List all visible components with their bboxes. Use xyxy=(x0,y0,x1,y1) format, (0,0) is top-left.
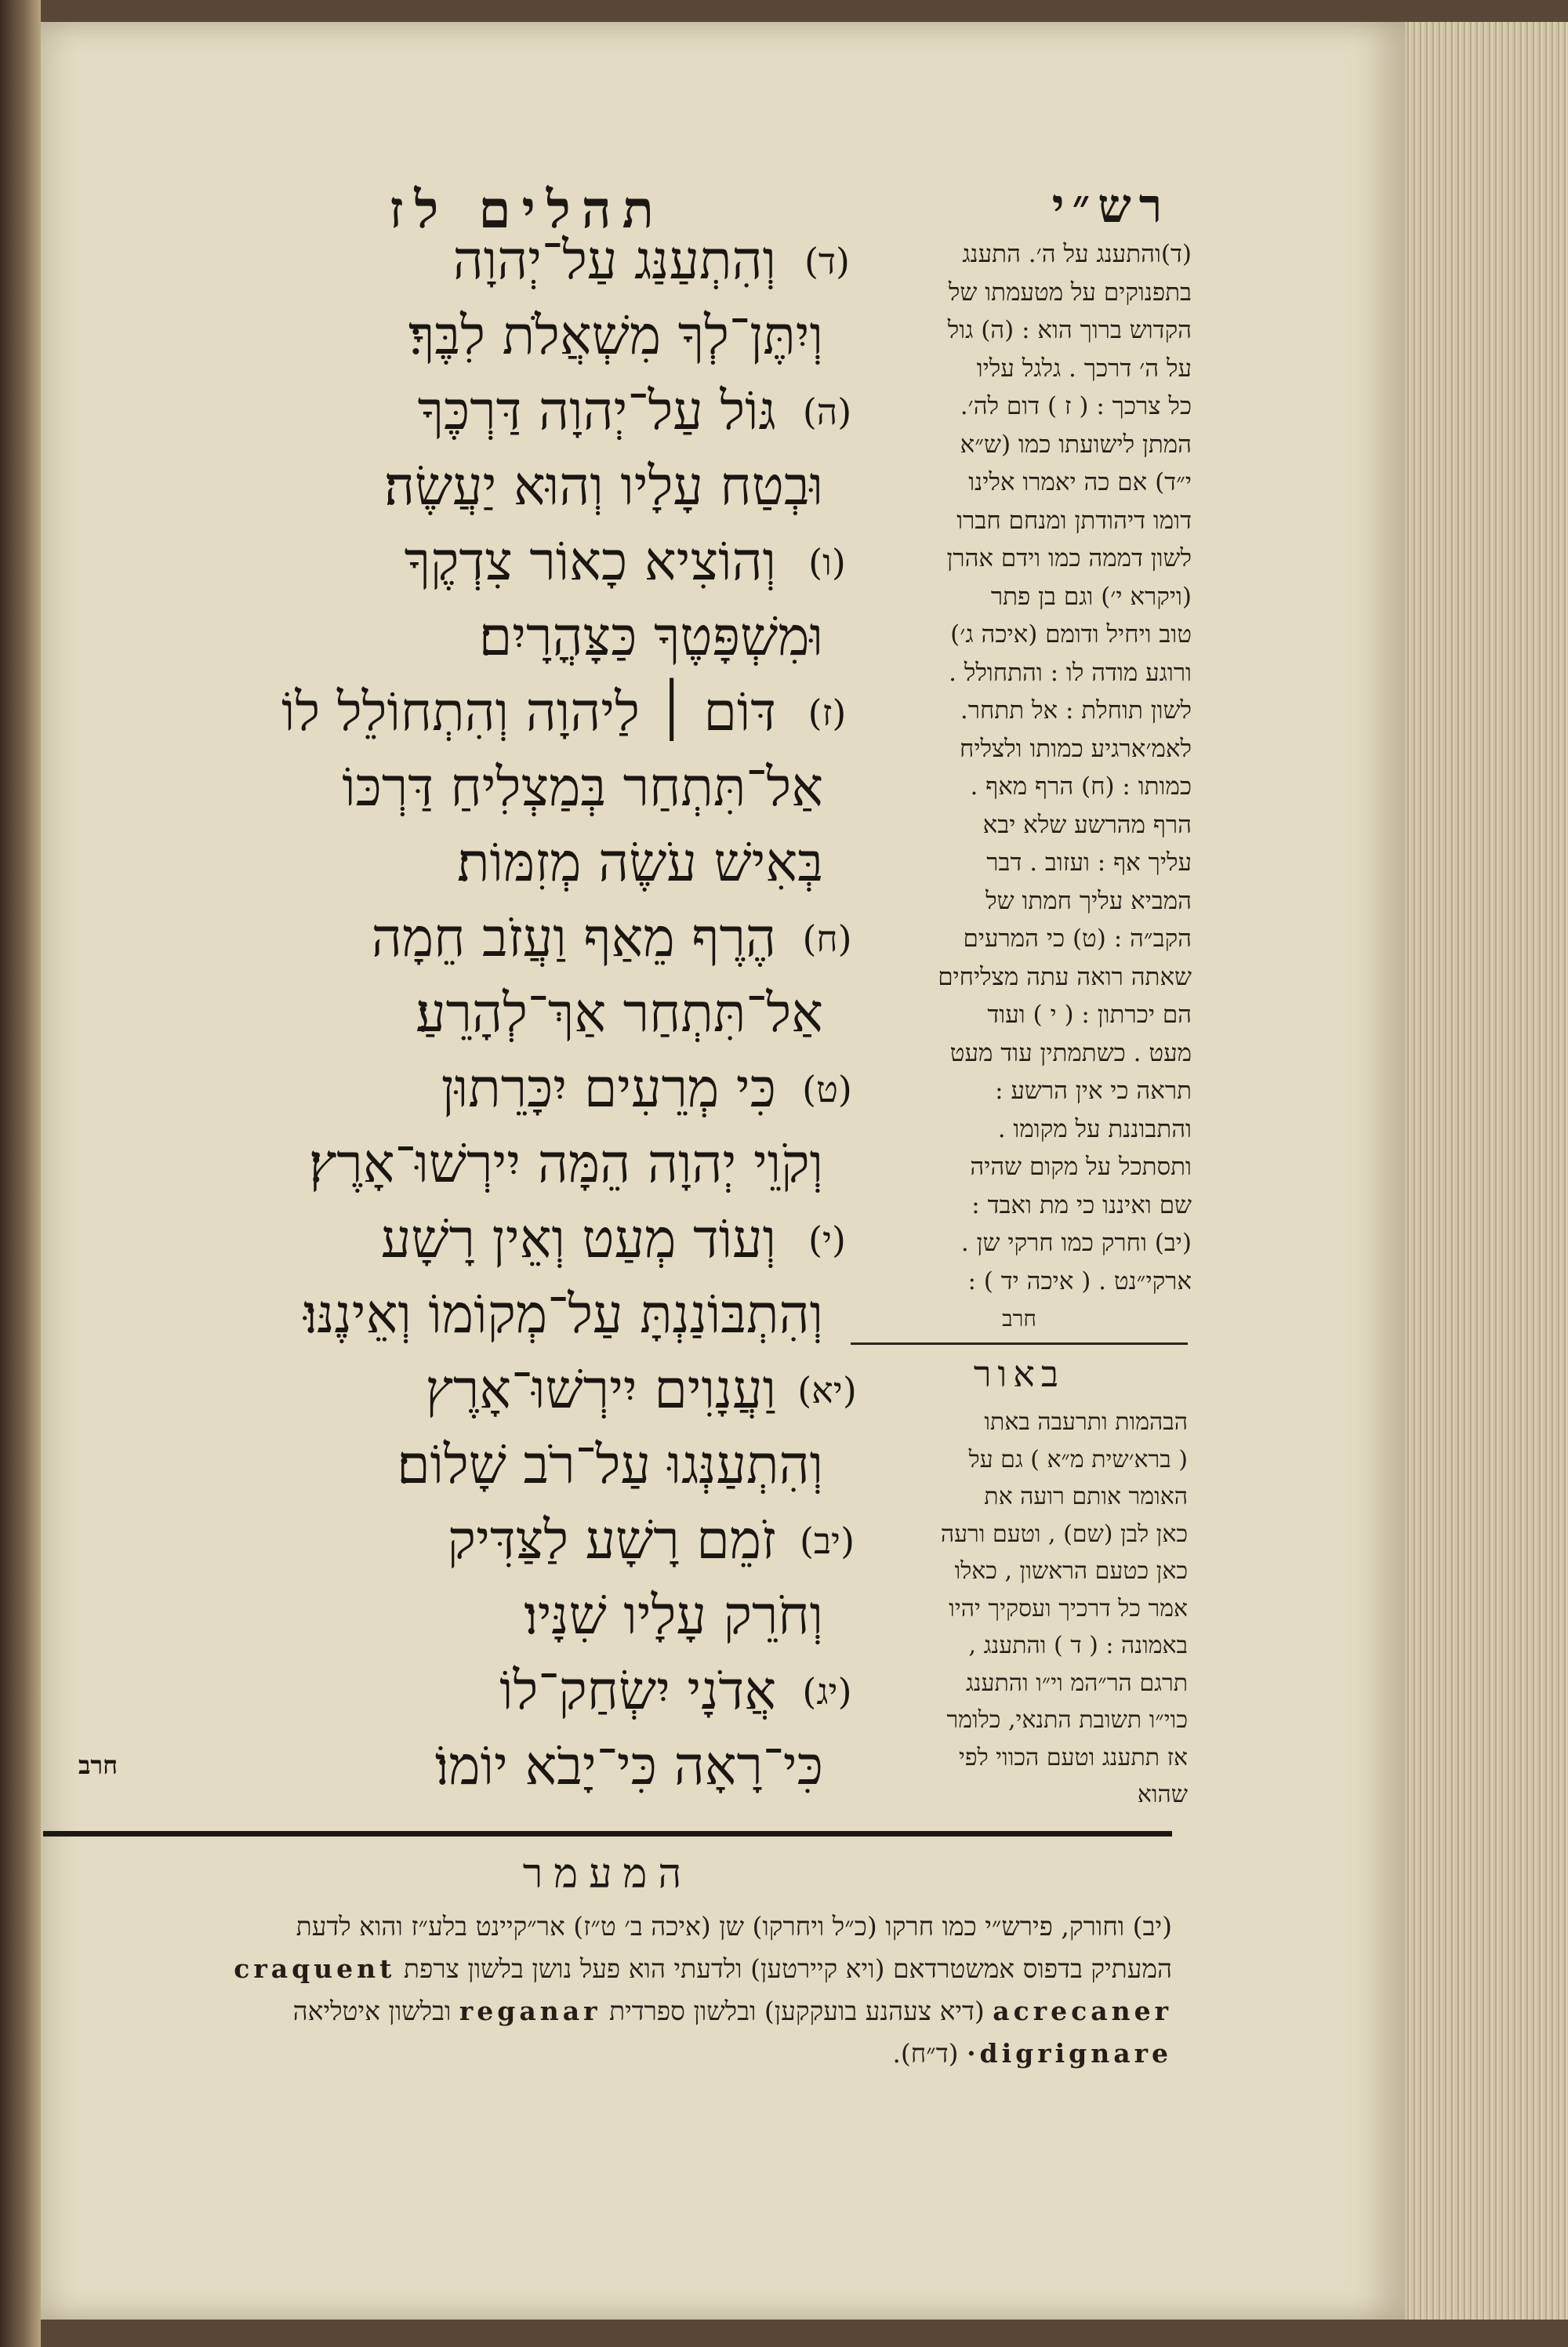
verse-number: (יג) xyxy=(802,1670,852,1713)
verse-line xyxy=(31,1654,862,1729)
verse-number: (ח) xyxy=(802,917,852,960)
verse-line xyxy=(31,299,862,374)
commentary-line: בתפנוקים על מטעמתו של xyxy=(948,278,1192,307)
page-edges xyxy=(1405,22,1568,2320)
commentary-line: ארקי״נט . ( איכה יד ) : xyxy=(967,1266,1192,1295)
commentary-line: כאן כטעם הראשון , כאלו xyxy=(954,1557,1188,1585)
commentary-line: הרף מהרשע שלא יבא xyxy=(982,810,1192,839)
commentary-line: מעט . כשתמתין עוד מעט xyxy=(949,1038,1192,1067)
verse-line xyxy=(31,525,862,600)
verse-text: וְקֹוֵי יְהוָה הֵמָּה יִירְשׁוּ־אָרֶץ׃ xyxy=(308,1133,823,1195)
rashi-catchword: חרב xyxy=(1002,1306,1036,1332)
verse-text: וְהִתְבּוֹנַנְתָּ עַל־מְקוֹמוֹ וְאֵינֶנּוּ׃ xyxy=(303,1284,823,1346)
verse-line xyxy=(31,1202,862,1277)
note-text: המעתיק בדפוס אמשטרדאם (ויא קיירטען) ולדעתי הוא פעל נושן בלשון צרפת xyxy=(403,1953,1172,1984)
verse-line xyxy=(31,1579,862,1654)
verse-line xyxy=(31,1127,862,1202)
verse-text: וְעוֹד מְעַט וְאֵין רָשָׁע xyxy=(380,1208,776,1270)
verse-line xyxy=(31,1428,862,1503)
verse-line xyxy=(31,1052,862,1127)
commentary-line: האומר אותם רועה את xyxy=(984,1483,1188,1510)
commentary-line: ותסתכל על מקום שהיה xyxy=(970,1153,1192,1181)
footnote-divider xyxy=(43,1831,1172,1837)
commentary-line: עליך אף : ועזוב . דבר xyxy=(986,848,1192,877)
commentary-line: ( ברא׳שית מ״א ) גם על xyxy=(968,1445,1188,1473)
verse-text: זֹמֵם רָשָׁע לַצַּדִּיק xyxy=(447,1510,776,1571)
latin-word: reganar xyxy=(459,1996,601,2026)
commentary-line: כל צרכך : ( ז ) דום לה׳. xyxy=(960,392,1192,420)
commentary-line: שהוא xyxy=(1137,1781,1188,1808)
verse-text: אַל־תִּתְחַר בְּמַצְלִיחַ דַּרְכּוֹ xyxy=(342,757,823,819)
verse-text: וְהִתְעַנְּגוּ עַל־רֹב שָׁלוֹם׃ xyxy=(397,1434,823,1496)
commentary-line: הקדוש ברוך הוא : (ה) גול xyxy=(947,316,1192,344)
commentary-line: (ויקרא י׳) וגם בן פתר xyxy=(990,582,1192,611)
note-text: ובלשון איטליאה xyxy=(292,1996,452,2026)
commentary-line: כוי״ו תשובת התנאי, כלומר xyxy=(946,1706,1188,1734)
verse-line xyxy=(31,1353,862,1428)
verse-text: וּמִשְׁפָּטֶךָ כַּצָּהֳרָיִם׃ xyxy=(478,606,823,668)
verse-text: דּוֹם ׀ לַיהוָה וְהִתְחוֹלֵל לוֹ xyxy=(281,681,776,743)
commentary-line: אז תתענג וטעם הכווי לפי xyxy=(959,1743,1188,1771)
verse-text: גּוֹל עַל־יְהוָה דַּרְכֶּךָ xyxy=(417,380,776,442)
latin-word: craquent xyxy=(234,1953,396,1984)
verse-text: וְהוֹצִיא כָאוֹר צִדְקֶךָ xyxy=(404,531,776,593)
hameamer-heading: המעמר xyxy=(522,1851,693,1898)
commentary-line: על ה׳ דרכך . גלגל עליו xyxy=(976,354,1192,383)
verse-line xyxy=(31,1729,862,1804)
verse-line xyxy=(31,223,862,299)
verse-text: וַעֲנָוִים יִירְשׁוּ־אָרֶץ xyxy=(425,1359,776,1421)
commentary-line: (יב) וחרק כמו חרקי שן . xyxy=(960,1229,1192,1257)
note-line xyxy=(43,1990,1172,2033)
commentary-line: שם ואיננו כי מת ואבד : xyxy=(971,1190,1192,1219)
commentary-line: לאמ׳ארגיע כמותו ולצליח xyxy=(959,734,1192,763)
verse-line xyxy=(31,449,862,525)
biur-heading: באור xyxy=(973,1353,1065,1395)
commentary-line: טוב ויחיל ודומם (איכה ג׳) xyxy=(950,620,1192,649)
commentary-line: כמותו : (ח) הרף מאף . xyxy=(970,772,1192,801)
commentary-line: ורוגע מודה לו : והתחולל . xyxy=(949,658,1192,687)
verse-text: וְיִתֶּן־לְךָ מִשְׁאֲלֹת לִבֶּךָ׃ xyxy=(408,305,823,367)
verse-line xyxy=(31,826,862,901)
commentary-line: המתן לישועתו כמו (ש״א xyxy=(960,430,1192,459)
verse-number: (יב) xyxy=(799,1520,855,1562)
commentary-line: דומו דיהודתן ומנחם חברו xyxy=(956,506,1192,535)
verse-line xyxy=(31,750,862,826)
page-title: תהלים לז xyxy=(389,179,665,240)
commentary-line: תרגם הר״המ וי״ו והתענג xyxy=(965,1669,1188,1697)
verse-line xyxy=(31,1277,862,1353)
latin-word: acrecaner xyxy=(993,1996,1172,2026)
commentary-line: המביא עליך חמתו של xyxy=(985,886,1192,915)
commentary-line: הקב״ה : (ט) כי המרעים xyxy=(963,925,1192,953)
commentary-line: באמונה : ( ד ) והתענג , xyxy=(968,1632,1188,1659)
verse-line xyxy=(31,976,862,1052)
commentary-line: הבהמות ותרעבה באתו xyxy=(984,1408,1188,1436)
verse-text: כִּי מְרֵעִים יִכָּרֵתוּן xyxy=(441,1058,776,1120)
verse-text: כִּי־רָאָה כִּי־יָבֹא יוֹמוֹ׃ xyxy=(434,1735,823,1797)
note-text: (דיא צעהנע בועקקען) ובלשון ספרדית xyxy=(609,1996,985,2026)
verse-line xyxy=(31,1503,862,1579)
note-line xyxy=(43,1948,1172,1990)
hameamer-notes xyxy=(43,1906,1172,2075)
verse-text: אַל־תִּתְחַר אַךְ־לְהָרֵעַ׃ xyxy=(416,983,823,1045)
rashi-heading: רש״י xyxy=(1051,179,1171,234)
verse-number: (ו) xyxy=(808,541,846,583)
verse-text: בְּאִישׁ עֹשֶׂה מְזִמּוֹת׃ xyxy=(457,832,823,894)
commentary-divider xyxy=(851,1342,1188,1345)
commentary-line: לשון תוחלת : אל תתחר. xyxy=(960,696,1192,725)
verse-line xyxy=(31,901,862,976)
note-text: (ד״ח). xyxy=(892,2038,959,2069)
verse-text: הֶרֶף מֵאַף וַעֲזֹב חֵמָה xyxy=(371,907,776,969)
verse-text: וְהִתְעַנַּג עַל־יְהוָה xyxy=(452,230,776,292)
commentary-line: תראה כי אין הרשע : xyxy=(995,1077,1192,1105)
latin-word: ·digrignare xyxy=(967,2038,1172,2069)
commentary-line: לשון דממה כמו וידם אהרן xyxy=(946,544,1192,572)
verse-text: וּבְטַח עָלָיו וְהוּא יַעֲשֶׂה׃ xyxy=(383,456,823,518)
commentary-line: והתבוננת על מקומו . xyxy=(997,1114,1192,1143)
commentary-line: שאתה רואה עתה מצליחים xyxy=(938,962,1192,991)
commentary-line: כאן לבן (שם) , וטעם ורעה xyxy=(940,1520,1188,1548)
note-line xyxy=(43,2033,1172,2075)
catchword: חרב xyxy=(78,1750,118,1780)
biur-commentary xyxy=(851,1404,1188,1814)
verse-number: (ה) xyxy=(802,391,852,433)
verse-text: וְחֹרֵק עָלָיו שִׁנָּיו׃ xyxy=(524,1585,823,1647)
verse-line xyxy=(31,374,862,449)
verse-number: (ט) xyxy=(802,1068,852,1110)
psalm-verses xyxy=(31,223,862,1804)
commentary-line: הם יכרתון : ( י ) ועוד xyxy=(987,1001,1192,1029)
verse-number: (ז) xyxy=(808,692,847,734)
verse-number: (יא) xyxy=(797,1369,857,1411)
verse-line xyxy=(31,600,862,675)
rashi-commentary xyxy=(847,235,1192,1339)
commentary-line: אמר כל דרכיך ועסקיך יהיו xyxy=(949,1594,1188,1622)
verse-number: (ד) xyxy=(804,240,851,282)
commentary-line: (ד)והתענג על ה׳. התענג xyxy=(962,240,1192,268)
commentary-line: י״ד) אם כה יאמרו אלינו xyxy=(968,468,1192,496)
verse-line xyxy=(31,675,862,750)
note-line: (יב) וחורק, פירש״י כמו חרקו (כ״ל ויחרקו) שן (איכה ב׳ ט״ז) אר״קיינט בלע״ז והוא לדעת xyxy=(296,1911,1172,1942)
verse-text: אֲדֹנָי יִשְׂחַק־לוֹ xyxy=(499,1660,776,1722)
verse-number: (י) xyxy=(808,1219,846,1261)
